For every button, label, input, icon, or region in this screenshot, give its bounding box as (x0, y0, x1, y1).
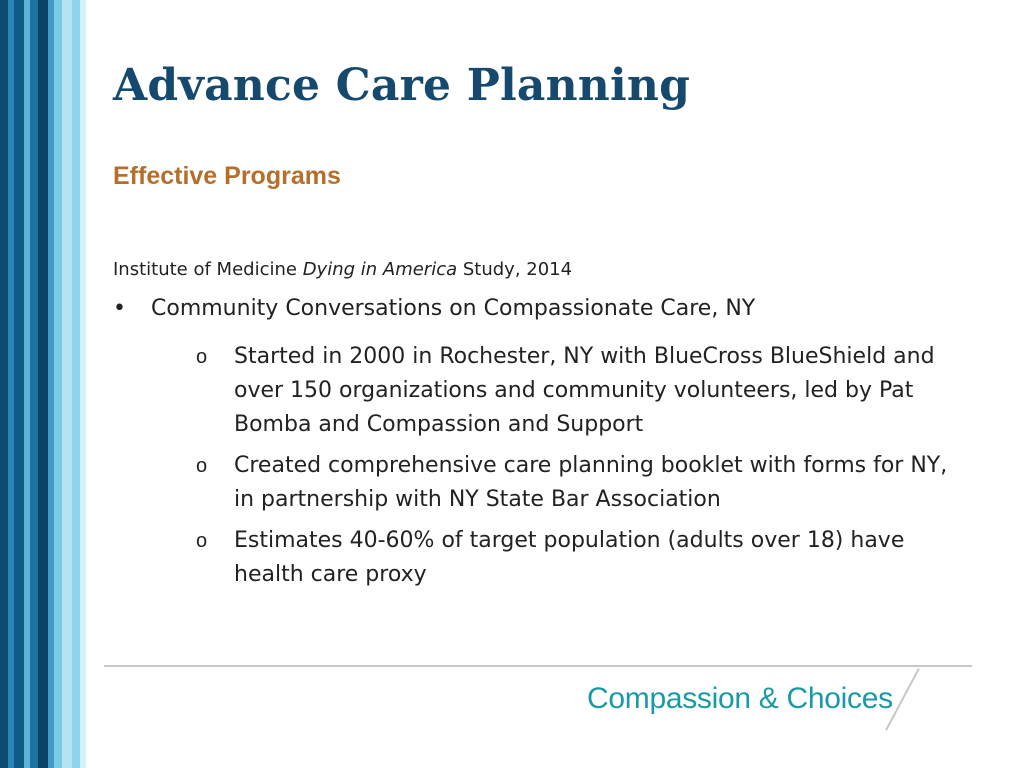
decorative-stripes (0, 0, 86, 768)
source-suffix: Study, 2014 (457, 259, 573, 280)
compassion-choices-logo: Compassion & Choices (587, 682, 893, 715)
stripe (14, 0, 24, 768)
bullet-marker: • (113, 296, 126, 321)
sub-bullet-marker: o (196, 455, 208, 477)
sub-bullet-item (196, 524, 966, 592)
sub-bullet-text: Estimates 40-60% of target population (adults over 18) have health care proxy (234, 528, 905, 587)
stripe (80, 0, 86, 768)
stripe (0, 0, 8, 768)
slide-subtitle: Effective Programs (113, 162, 341, 190)
bullet-text: Community Conversations on Compassionate Care, NY (151, 296, 756, 321)
sub-bullet-marker: o (196, 346, 208, 368)
stripe (62, 0, 72, 768)
sub-bullet-marker: o (196, 530, 208, 552)
source-prefix: Institute of Medicine (113, 259, 303, 280)
slide-title: Advance Care Planning (113, 60, 691, 111)
sub-bullet-text: Created comprehensive care planning booklet with forms for NY, in partnership with NY State Bar Association (234, 453, 948, 512)
sub-bullet-item (196, 449, 966, 517)
source-title: Dying in America (302, 259, 458, 280)
stripe (54, 0, 62, 768)
stripe (38, 0, 48, 768)
sub-bullet-item (196, 340, 966, 442)
stripe (30, 0, 38, 768)
source-citation (113, 259, 572, 280)
sub-bullet-text: Started in 2000 in Rochester, NY with BlueCross BlueShield and over 150 organizations and community volunteers, led by Pat Bomba and Compassion and Support (234, 344, 935, 437)
footer-divider (104, 665, 972, 667)
stripe (72, 0, 80, 768)
bullet-item (113, 296, 755, 321)
sub-bullet-list (196, 340, 966, 599)
